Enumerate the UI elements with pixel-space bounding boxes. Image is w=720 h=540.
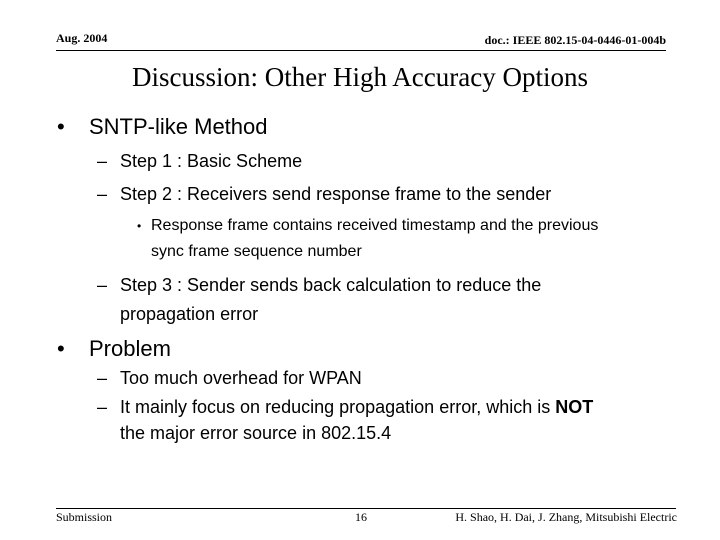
- bullet-text-line1: Response frame contains received timestamp and the previous: [151, 217, 599, 234]
- dash-marker: –: [97, 397, 108, 417]
- bullet-text-line2: propagation error: [120, 304, 259, 324]
- bullet-text: SNTP-like Method: [89, 114, 268, 139]
- dash-marker: –: [97, 368, 108, 388]
- dash-marker: –: [97, 151, 108, 171]
- footer-submission: Submission: [56, 510, 113, 524]
- footer-authors: H. Shao, H. Dai, J. Zhang, Mitsubishi Electric: [455, 510, 677, 524]
- bullet-marker: •: [57, 114, 65, 139]
- header-date: Aug. 2004: [56, 31, 108, 45]
- bullet-text-line1: [120, 397, 593, 418]
- bullet-marker: •: [137, 219, 142, 233]
- slide-title: Discussion: Other High Accuracy Options: [132, 62, 588, 92]
- dash-marker: –: [97, 275, 108, 295]
- footer-divider: [56, 508, 676, 509]
- dash-marker: –: [97, 184, 108, 204]
- bullet-text: Step 2 : Receivers send response frame to the sender: [120, 184, 552, 204]
- bullet-text-line2: the major error source in 802.15.4: [120, 423, 392, 443]
- bullet-text: Problem: [89, 336, 171, 361]
- footer-page-number: 16: [355, 510, 367, 524]
- bullet-text: Step 1 : Basic Scheme: [120, 151, 303, 171]
- bullet-text-line1: Step 3 : Sender sends back calculation to reduce the: [120, 275, 542, 295]
- bullet-text-pre: It mainly focus on reducing propagation error, which is: [120, 397, 556, 417]
- emphasis-not: NOT: [555, 397, 594, 417]
- bullet-text: Too much overhead for WPAN: [120, 368, 362, 388]
- bullet-marker: •: [57, 336, 65, 361]
- bullet-text-line2: sync frame sequence number: [151, 243, 362, 260]
- header-doc-id: doc.: IEEE 802.15-04-0446-01-004b: [484, 33, 666, 47]
- header-divider: [56, 50, 666, 51]
